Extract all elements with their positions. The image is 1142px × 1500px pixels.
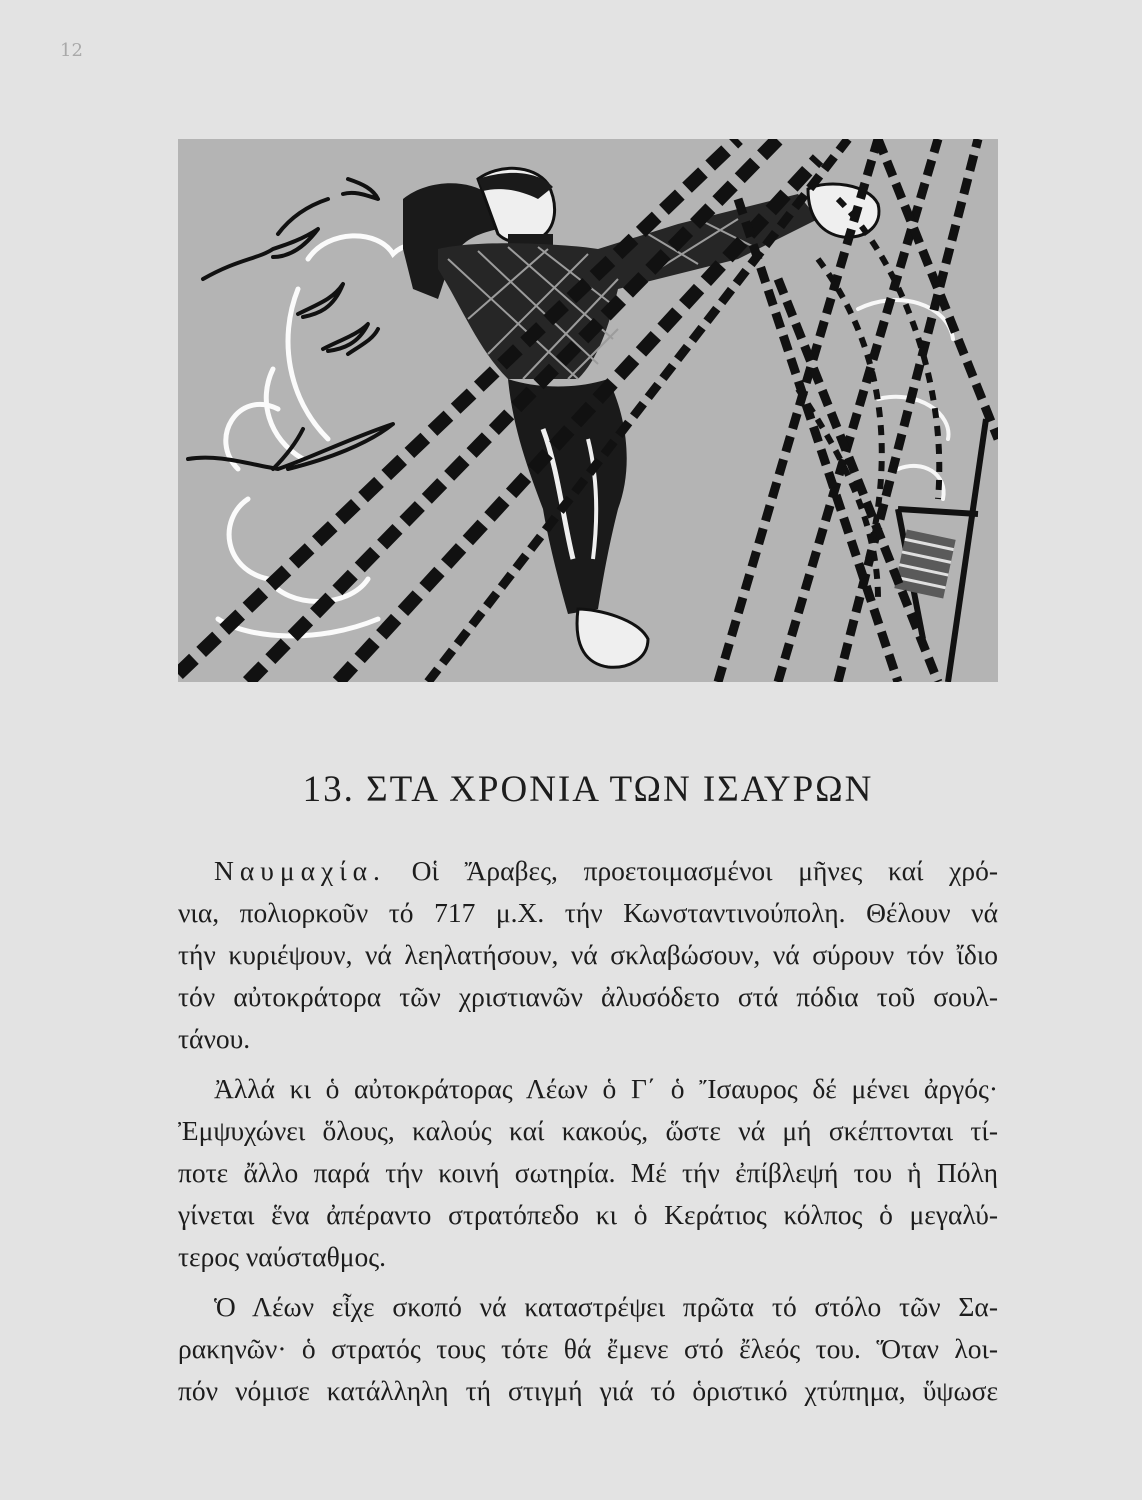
text-line: τήν κυριέψουν, νά λεηλατήσουν, νά σκλαβώσουν, νά σύρουν τόν ἴδιο	[178, 939, 998, 970]
text-line: Ἐμψυχώνει ὅλους, καλούς καί κακούς, ὥστε νά μή σκέπτονται τί-	[178, 1115, 998, 1146]
text-line: ποτε ἄλλο παρά τήν κοινή σωτηρία. Μέ τήν ἐπίβλεψή του ἡ Πόλη	[178, 1157, 998, 1188]
text-line: Ἀλλά κι ὁ αὐτοκράτορας Λέων ὁ Γ΄ ὁ Ἴσαυρος δέ μένει ἀργός·	[214, 1073, 998, 1104]
sailor-rigging-illustration	[178, 139, 998, 682]
paragraph-2	[178, 1068, 998, 1278]
text-line: τόν αὐτοκράτορα τῶν χριστιανῶν ἀλυσόδετο στά πόδια τοῦ σουλ-	[178, 981, 998, 1012]
text-line: Ναυμαχία. Οἱ Ἄραβες, προετοιμασμένοι μῆνες καί χρό-	[214, 855, 998, 886]
text-line: ρακηνῶν· ὁ στρατός τους τότε θά ἔμενε στό ἔλεός του. Ὅταν λοι-	[178, 1333, 998, 1364]
paragraph-1	[178, 850, 998, 1060]
text-line: τερος ναύσταθμος.	[178, 1241, 387, 1272]
page-number: 12	[60, 40, 83, 61]
text-line: τάνου.	[178, 1023, 251, 1054]
paragraph-3	[178, 1286, 998, 1412]
text-line: γίνεται ἕνα ἀπέραντο στρατόπεδο κι ὁ Κεράτιος κόλπος ὁ μεγαλύ-	[178, 1199, 998, 1230]
body-text	[178, 850, 998, 1420]
text-line: νια, πολιορκοῦν τό 717 μ.Χ. τήν Κωνσταντινούπολη. Θέλουν νά	[178, 897, 998, 928]
chapter-title: 13. ΣΤΑ ΧΡΟΝΙΑ ΤΩΝ ΙΣΑΥΡΩΝ	[302, 769, 874, 810]
text-line: Ὁ Λέων εἶχε σκοπό νά καταστρέψει πρῶτα τό στόλο τῶν Σα-	[214, 1291, 998, 1322]
lead-word: Ναυμαχία.	[214, 855, 386, 886]
text-line: πόν νόμισε κατάλληλη τή στιγμή γιά τό ὁριστικό χτύπημα, ὕψωσε	[178, 1375, 998, 1406]
